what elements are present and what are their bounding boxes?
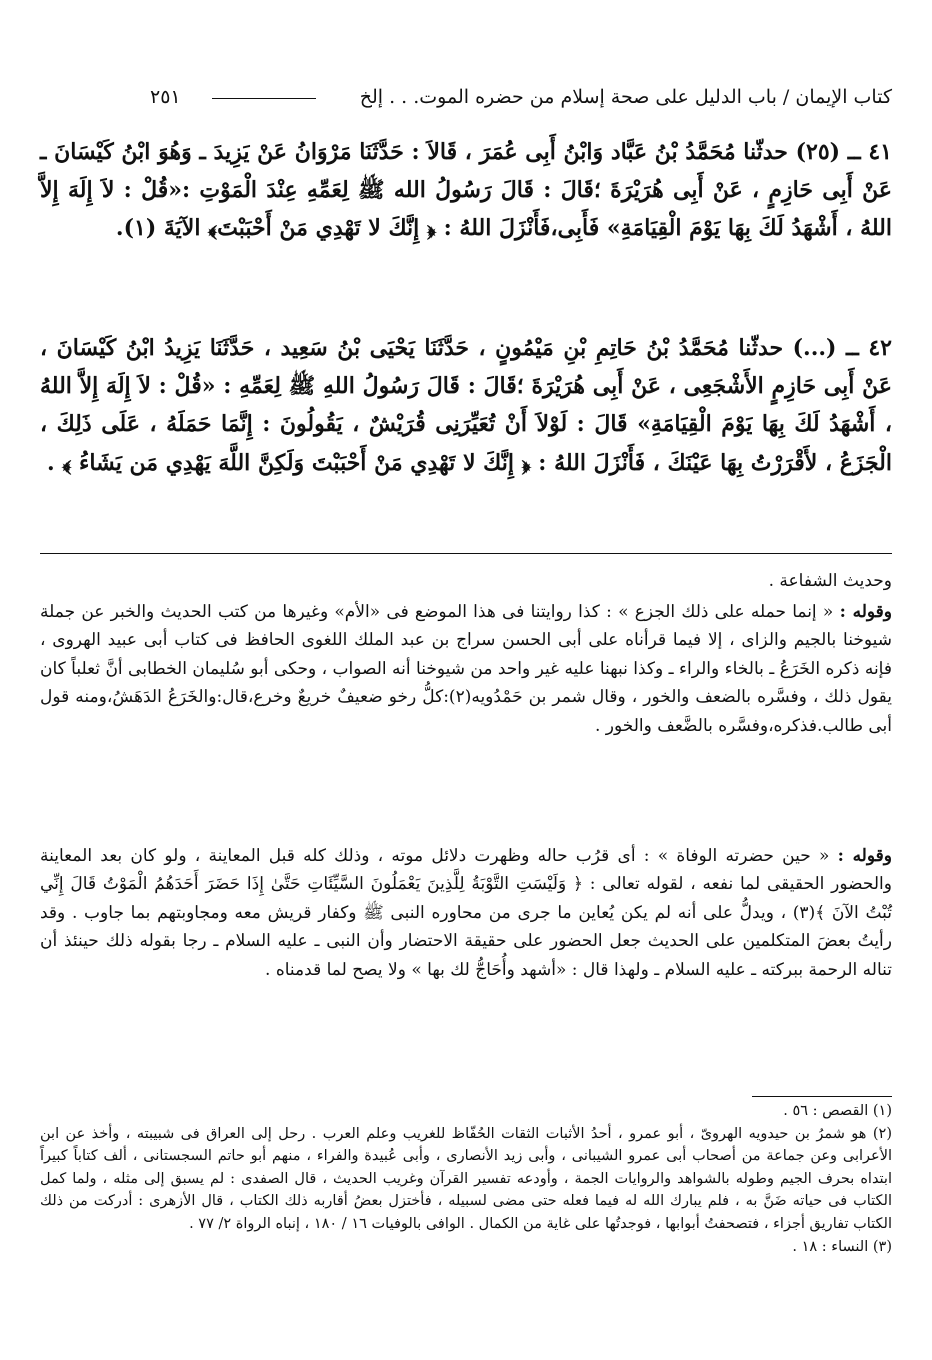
hadith-41 bbox=[40, 133, 892, 305]
hadith-number: ٤١ ــ (٢٥) bbox=[795, 139, 892, 165]
paragraph-lead: وقوله : bbox=[837, 846, 892, 866]
hadith-text: حدثّنا مُحَمَّدُ بْنُ عَبَّاد وَابْنُ أَبِى عُمَرَ ، قَالاَ : حَدَّثَنَا مَرْوَانُ عَنْ يَزِيدَ ـ وَهُوَ ابْنُ كَيْسَانَ ـ عَنْ أَبِى حَازِمٍ ، عَنْ أَبِى هُرَيْرَةَ ؛قَالَ : قَالَ رَسُولُ الله ﷺ لِعَمِّهِ عِنْدَ الْمَوْتِ :«قُلْ : لاَ إِلَهَ إِلاَّ اللهُ ، أَشْهَدُ لَكَ بِهَا يَوْمَ الْقِيَامَةِ» فَأَبِى،فَأَنْزَلَ اللهُ : ﴿ إِنَّكَ لا تَهْدِي مَنْ أَحْبَبْتَ﴾ الآيَةَ (١). bbox=[40, 139, 892, 242]
chapter-title: كتاب الإيمان / باب الدليل على صحة إسلام من حضره الموت. . . إلخ bbox=[359, 86, 892, 108]
hadith-text: حدثّنا مُحَمَّدُ بْنُ حَاتِمِ بْنِ مَيْمُونٍ ، حَدَّثَنَا يَحْيَى بْنُ سَعِيد ، حَدَّثَنَا يَزِيدُ ابْنُ كَيْسَانَ ، عَنْ أَبِى حَازِمٍ الأَشْجَعِى ، عَنْ أَبِى هُرَيْرَةَ ؛قَالَ : قَالَ رَسُولُ اللهِ ﷺ لِعَمِّهِ : «قُلْ : لاَ إِلَهَ إِلاَّ اللهُ ، أَشْهَدُ لَكَ بِهَا يَوْمَ الْقِيَامَةِ» قَالَ : لَوْلاَ أَنْ تُعَيِّرَنِى قُرَيْشٌ ، يَقُولُونَ : إِنَّمَا حَمَلَهُ ، عَلَى ذَلِكَ ، الْجَزَعُ ، لأَقْرَرْتُ بِهَا عَيْنَكَ ، فَأَنْزَلَ اللهُ : ﴿ إِنَّكَ لا تَهْدِي مَنْ أَحْبَبْتَ وَلَكِنَّ اللَّهَ يَهْدِي مَن يَشَاءُ ﴾ . bbox=[40, 335, 892, 476]
footnote-3: (٣) النساء : ١٨ . bbox=[792, 1238, 892, 1255]
footnote-1: (١) القصص : ٥٦ . bbox=[783, 1103, 892, 1119]
running-header bbox=[150, 82, 892, 112]
footnote-2: (٢) هو شمرُ بن حيدويه الهروىّ ، أبو عمرو ، أحدُ الأثبات الثقات الحُفّاظ للغريب وعلم العرب . رحل إلى العراق فى شبيبته ، وأخذ عن ابن الأعرابى وعن جماعة من أصحاب أبى عمرو الشيبانى ، وأبى زيد الأنصارى ، وأبى عُبيدة والفراء ، منهم أبو حاتم السجستانى ، ألف كتاباً كبيراً ابتداه بحرف الجيم وطوله بالشواهد والروايات الجمة ، وأودعه تفسير القرآن وغريب الحديث ، قال الصفدى : لم يسبق إلى مثله ، ولما كمل الكتاب فى حياته ضَنَّ به ، فلم يبارك الله له فيما فعله حتى مضى لسبيله ، فأختزل بعضُ أقاربه ذلك الكتاب ، قال الأزهرى : أدركت من ذلك الكتاب تفاريق أجزاء ، فتصحفتُ أبوابها ، فوجدتُها على غاية من الكمال . الوافى بالوفيات ١٦ / ١٨٠ ، إنباه الرواة ٢/ ٧٧ . bbox=[40, 1125, 892, 1232]
commentary-continuation: وحديث الشفاعة . bbox=[768, 571, 892, 591]
paragraph-lead: وقوله : bbox=[839, 602, 893, 622]
hadith-42 bbox=[40, 329, 892, 551]
header-rule bbox=[212, 98, 316, 99]
page-number: ٢٥١ bbox=[150, 86, 181, 108]
text-commentary-divider bbox=[40, 553, 892, 554]
footnotes bbox=[40, 1100, 892, 1258]
paragraph-text: « إنما حمله على ذلك الجزع » : كذا روايتنا فى هذا الموضع فى «الأم» وغيرها من كتب الحديث والخبر عن جملة شيوخنا بالجيم والزاى ، إلا فيما قرأناه على أبى الحسن سراج بن عبد الملك اللغوى الحافظ فى كتاب أبى عبيد الهروى ، فإنه ذكره الخَرَعُ ـ بالخاء والراء ـ وكذا نبهنا عليه غير واحد من شيوخنا أنه الصواب ، وحكى أبو سُليمان الخطابى أنَّ ثعلباً كان يقول ذلك ، وفسَّره بالضعف والخور ، وقال شمر بن حَمْدُويه(٢):كلُّ رخو ضعيفٌ خريعٌ وخرع،قال:والخَرَعُ الدَهَشُ،ومنه قول أبى طالب.فذكره،وفسَّره بالضَّعف والخور . bbox=[40, 602, 892, 736]
commentary-paragraph bbox=[40, 598, 892, 830]
hadith-number: ٤٢ ــ (...) bbox=[792, 335, 892, 361]
footnote-divider bbox=[752, 1096, 892, 1097]
commentary-paragraph bbox=[40, 842, 892, 1092]
paragraph-text: « حين حضرته الوفاة » : أى قرُب حاله وظهرت دلائل موته ، وذلك كله قبل المعاينة ، ولو كان بعد المعاينة والحضور الحقيقى لما نفعه ، لقوله تعالى : ﴿ وَلَيْسَتِ التَّوْبَةُ لِلَّذِينَ يَعْمَلُونَ السَّيِّئَاتِ حَتَّىٰ إِذَا حَضَرَ أَحَدَهُمُ الْمَوْتُ قَالَ إِنِّي تُبْتُ الآنَ ﴾(٣) ، ويدلُّ على أنه لم يكن يُعاين ما جرى من محاوره النبى ﷺ وكفار قريش معه ومجاوبتهم بما جاوب . وقد رأيتُ بعضَ المتكلمين على الحديث جعل الحضور على حقيقة الاحتضار وأن النبى ـ عليه السلام ـ رجا بقوله ذلك حينئذ أن تناله الرحمة ببركته ـ عليه السلام ـ ولهذا قال : «أشهد وأُحَاجُّ لك بها » ولا يصح لما قدمناه . bbox=[40, 846, 893, 980]
